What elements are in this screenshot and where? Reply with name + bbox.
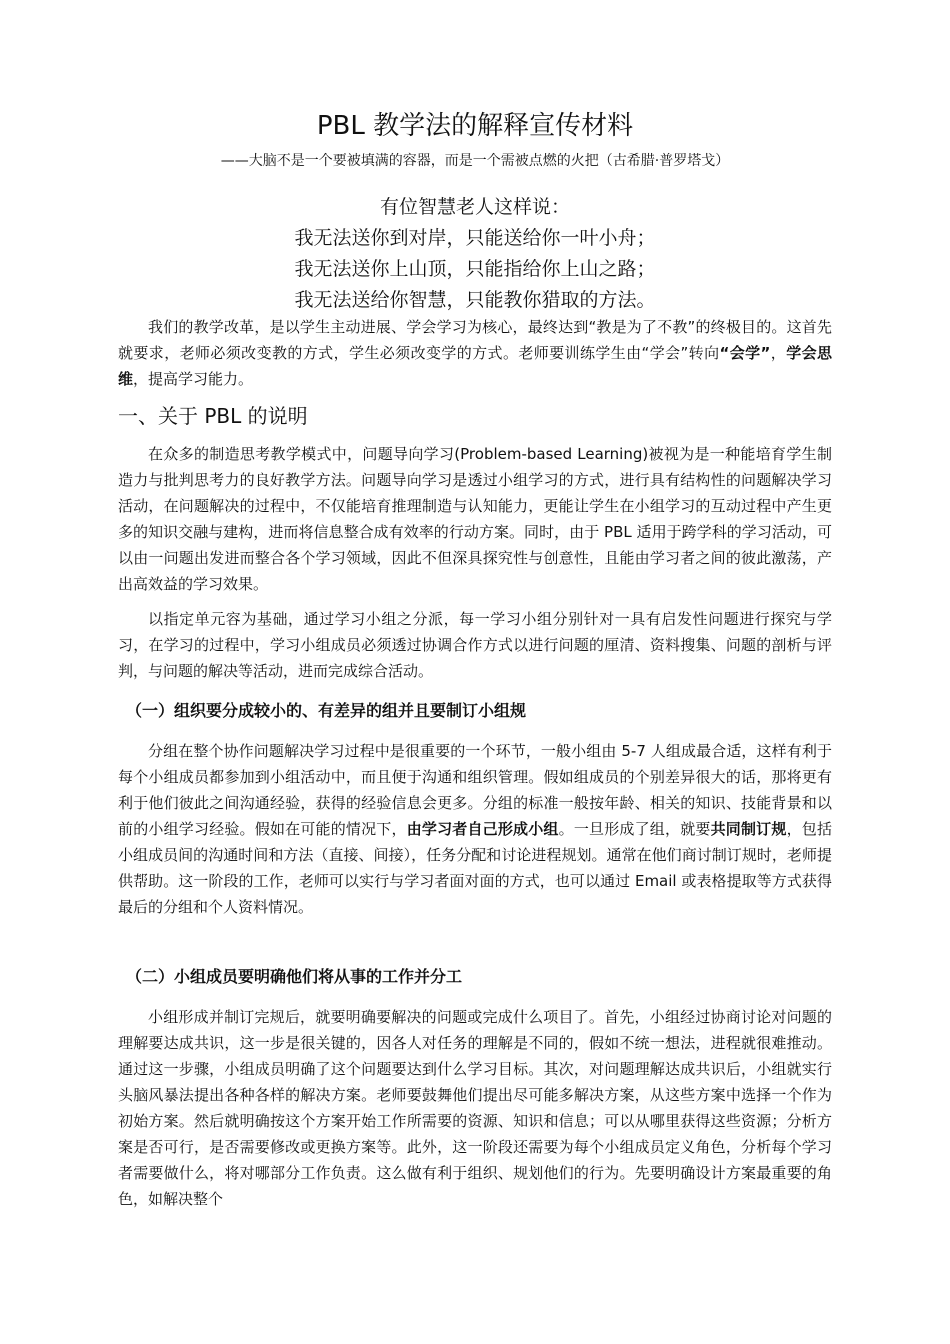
quote-line: 我无法送你到对岸，只能送给你一叶小舟；	[294, 227, 656, 249]
body-paragraph: 以指定单元容为基础，通过学习小组之分派，每一学习小组分别针对一具有启发性问题进行探究与学习，在学习的过程中，学习小组成员必须透过协调合作方式以进行问题的厘清、资料搜集、问题的剖析与评判，与问题的解决等活动，进而完成综合活动。	[118, 610, 832, 680]
body-paragraph: 在众多的制造思考教学模式中，问题导向学习(Problem-based Learning)被视为是一种能培育学生制造力与批判思考力的良好教学方法。问题导向学习是透过小组学习的方式，进行具有结构性的问题解决学习活动，在问题解决的过程中，不仅能培育推理制造与认知能力，更能让学生在小组学习的互动过程中产生更多的知识交融与建构，进而将信息整合成有效率的行动方案。同时，由于 PBL 适用于跨学科的学习活动，可以由一问题出发进而整合各个学习领域，因此不但深具探究性与创意性，且能由学习者之间的彼此激荡，产出高效益的学习效果。	[118, 445, 832, 593]
bold-phrase: 由学习者自己形成小组	[406, 820, 559, 838]
document-title: PBL 教学法的解释宣传材料	[316, 111, 634, 141]
document-subtitle: ——大脑不是一个要被填满的容器，而是一个需被点燃的火把（古希腊·普罗塔戈）	[220, 153, 730, 169]
subsection-heading: （二）小组成员要明确他们将从事的工作并分工	[126, 967, 463, 986]
quote-line: 我无法送给你智慧，只能教你猎取的方法。	[294, 289, 656, 311]
quote-block	[0, 192, 950, 316]
bold-phrase: 学会思维	[118, 344, 832, 388]
body-paragraph: 小组形成并制订完规后，就要明确要解决的问题或完成什么项目了。首先，小组经过协商讨论对问题的理解要达成共识，这一步是很关键的，因各人对任务的理解是不同的，假如不统一想法，进程就很难推动。通过这一步骤，小组成员明确了这个问题要达到什么学习目标。其次，对问题理解达成共识后，小组就实行头脑风暴法提出各种各样的解决方案。老师要鼓舞他们提出尽可能多解决方案，从这些方案中选择一个作为初始方案。然后就明确按这个方案开始工作所需要的资源、知识和信息；可以从哪里获得这些资源；分析方案是否可行，是否需要修改或更换方案等。此外，这一阶段还需要为每个小组成员定义角色，分析每个学习者需要做什么，将对哪部分工作负责。这么做有利于组织、规划他们的行为。先要明确设计方案最重要的角色，如解决整个	[118, 1008, 832, 1208]
bold-phrase: “会学”	[719, 344, 771, 362]
quote-line: 我无法送你上山顶，只能指给你上山之路；	[294, 258, 656, 280]
body-paragraph: 分组在整个协作问题解决学习过程中是很重要的一个环节，一般小组由 5-7 人组成最合适，这样有利于每个小组成员都参加到小组活动中，而且便于沟通和组织管理。假如组成员的个别差异很大的话，那将更有利于他们彼此之间沟通经验，获得的经验信息会更多。分组的标准一般按年龄、相关的知识、技能背景和以前的小组学习经验。假如在可能的情况下，由学习者自己形成小组。一旦形成了组，就要共同制订规，包括小组成员间的沟通时间和方法（直接、间接），任务分配和讨论进程规划。通常在他们商讨制订规时，老师提供帮助。这一阶段的工作，老师可以实行与学习者面对面的方式，也可以通过 Email 或表格提取等方式获得最后的分组和个人资料情况。	[118, 742, 832, 916]
intro-paragraph: 我们的教学改革，是以学生主动进展、学会学习为核心，最终达到“教是为了不教”的终极目的。这首先就要求，老师必须改变教的方式，学生必须改变学的方式。老师要训练学生由“学会”转向“会学”，学会思维，提高学习能力。	[118, 318, 832, 388]
section-heading: 一、关于 PBL 的说明	[118, 404, 308, 428]
quote-line: 有位智慧老人这样说：	[379, 196, 570, 218]
subsection-heading: （一）组织要分成较小的、有差异的组并且要制订小组规	[126, 701, 527, 720]
bold-phrase: 共同制订规	[710, 820, 787, 838]
